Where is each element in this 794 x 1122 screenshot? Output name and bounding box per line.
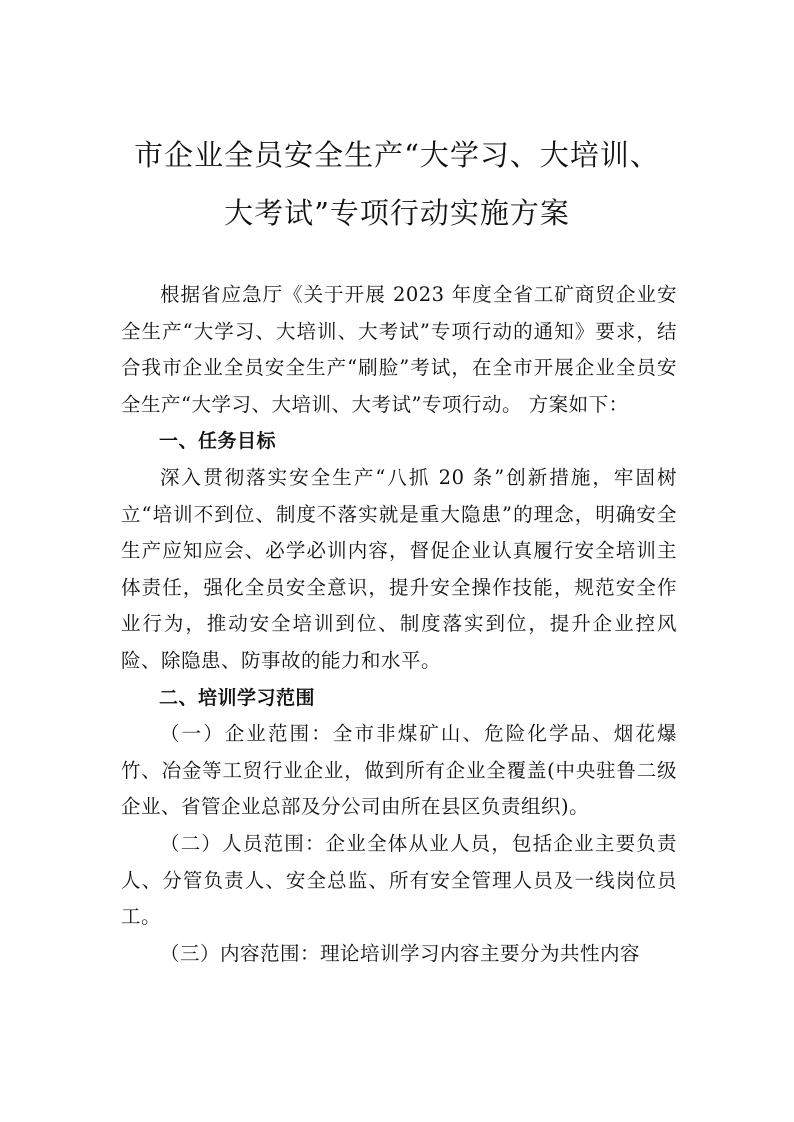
section-1-paragraph: 深入贯彻落实安全生产“八抓 20 条”创新措施，牢固树立“培训不到位、制度不落实就是重大隐患”的理念，明确安全生产应知应会、必学必训内容，督促企业认真履行安全培训主体责任，强化全员安全意识，提升安全操作技能，规范安全作业行为，推动安全培训到位、制度落实到位，提升企业控风险、除隐患、防事故的能力和水平。 bbox=[121, 465, 677, 672]
document-title-line-1: 市企业全员安全生产“大学习、大培训、 bbox=[134, 138, 660, 172]
document-title-line-2: 大考试”专项行动实施方案 bbox=[224, 196, 570, 230]
scope-enterprise-paragraph: （一）企业范围：全市非煤矿山、危险化学品、烟花爆竹、冶金等工贸行业企业，做到所有企业全覆盖(中央驻鲁二级企业、省管企业总部及分公司由所在县区负责组织)。 bbox=[121, 722, 677, 819]
scope-content-paragraph: （三）内容范围：理论培训学习内容主要分为共性内容 bbox=[160, 941, 641, 965]
scope-personnel-paragraph: （二）人员范围：企业全体从业人员，包括企业主要负责人、分管负责人、安全总监、所有安全管理人员及一线岗位员工。 bbox=[121, 831, 677, 929]
section-1-heading: 一、任务目标 bbox=[159, 430, 277, 453]
section-2-heading: 二、培训学习范围 bbox=[159, 686, 316, 709]
document-body bbox=[121, 277, 677, 972]
intro-paragraph: 根据省应急厅《关于开展 2023 年度全省工矿商贸企业安全生产“大学习、大培训、大考试”专项行动的通知》要求，结合我市企业全员安全生产“刷脸”考试，在全市开展企业全员安全生产“大学习、大培训、大考试”专项行动。 方案如下： bbox=[121, 283, 677, 416]
